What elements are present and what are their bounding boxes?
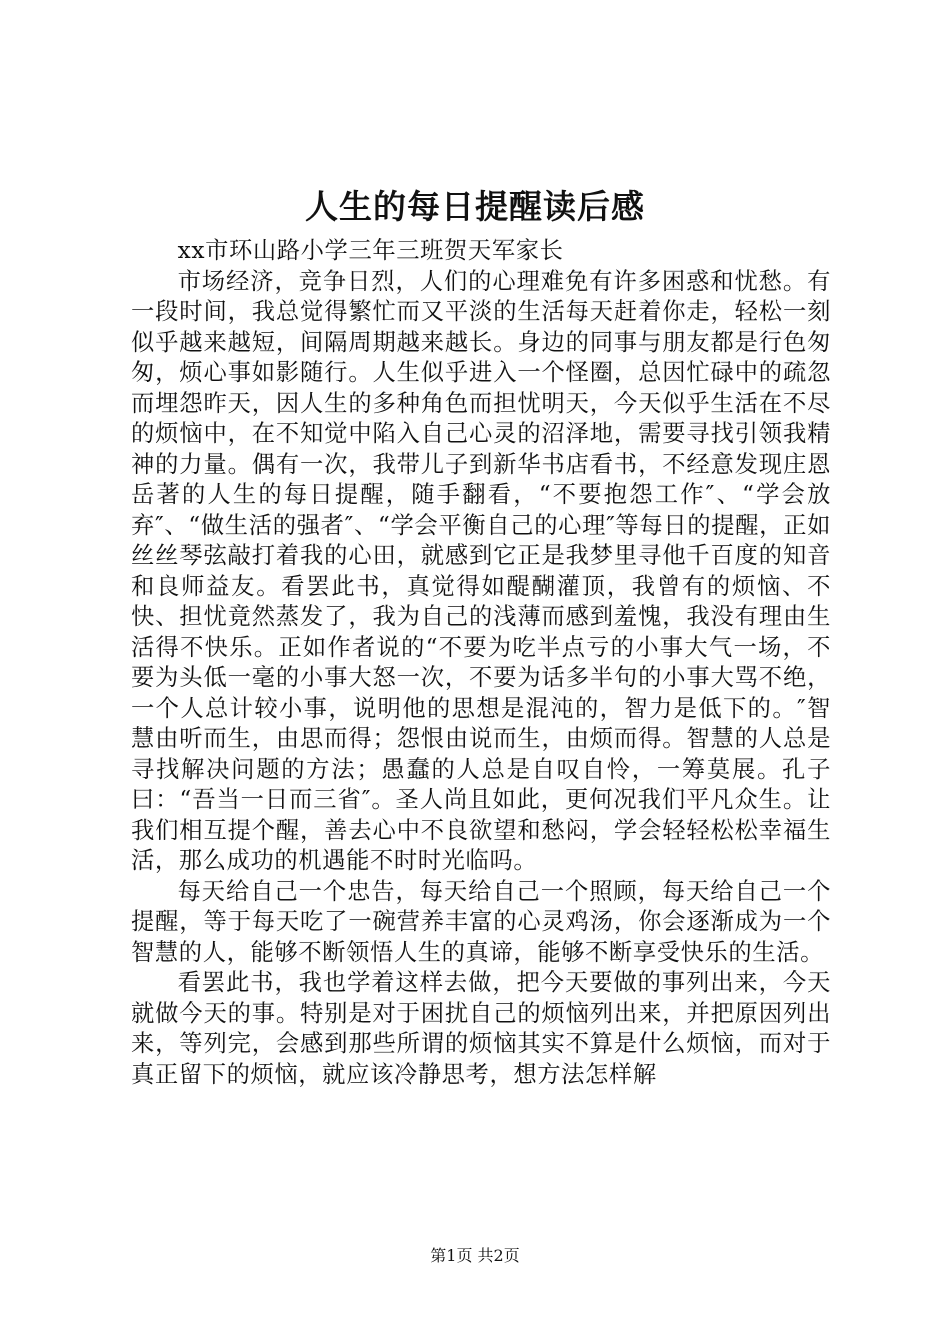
paragraph-3: 看罢此书，我也学着这样去做，把今天要做的事列出来，今天就做今天的事。特别是对于困扰自己的烦恼列出来，并把原因列出来，等列完，会感到那些所谓的烦恼其实不算是什么烦恼，而对于真正留下的烦恼，就应该冷静思考，想方法怎样解 [131, 969, 831, 1088]
document-title: 人生的每日提醒读后感 [305, 187, 645, 226]
author-line: xx市环山路小学三年三班贺天军家长 [177, 237, 564, 264]
document-body [131, 236, 831, 1090]
page-indicator: 第1页 共2页 [430, 1246, 520, 1265]
paragraph-1: 市场经济，竞争日烈，人们的心理难免有许多困惑和忧愁。有一段时间，我总觉得繁忙而又平淡的生活每天赶着你走，轻松一刻似乎越来越短，间隔周期越来越长。身边的同事与朋友都是行色匆匆，烦心事如影随行。人生似乎进入一个怪圈，总因忙碌中的疏忽而埋怨昨天，因人生的多种角色而担忧明天，今天似乎生活在不尽的烦恼中，在不知觉中陷入自己心灵的沼泽地，需要寻找引领我精神的力量。偶有一次，我带儿子到新华书店看书，不经意发现庄恩岳著的人生的每日提醒，随手翻看，“不要抱怨工作″、“学会放弃″、“做生活的强者″、“学会平衡自己的心理″等每日的提醒，正如丝丝琴弦敲打着我的心田，就感到它正是我梦里寻他千百度的知音和良师益友。看罢此书，真觉得如醍醐灌顶，我曾有的烦恼、不快、担忧竟然蒸发了，我为自己的浅薄而感到羞愧，我没有理由生活得不快乐。正如作者说的“不要为吃半点亏的小事大气一场，不要为头低一毫的小事大怒一次，不要为话多半句的小事大骂不绝，一个人总计较小事，说明他的思想是混沌的，智力是低下的。″智慧由听而生，由思而得；怨恨由说而生，由烦而得。智慧的人总是寻找解决问题的方法；愚蠢的人总是自叹自怜，一筹莫展。孔子曰：“吾当一日而三省″。圣人尚且如此，更何况我们平凡众生。让我们相互提个醒，善去心中不良欲望和愁闷，学会轻轻松松幸福生活，那么成功的机遇能不时时光临吗。 [131, 267, 831, 874]
paragraph-2: 每天给自己一个忠告，每天给自己一个照顾，每天给自己一个提醒，等于每天吃了一碗营养丰富的心灵鸡汤，你会逐渐成为一个智慧的人，能够不断领悟人生的真谛，能够不断享受快乐的生活。 [131, 877, 831, 966]
page-footer [0, 1244, 950, 1268]
